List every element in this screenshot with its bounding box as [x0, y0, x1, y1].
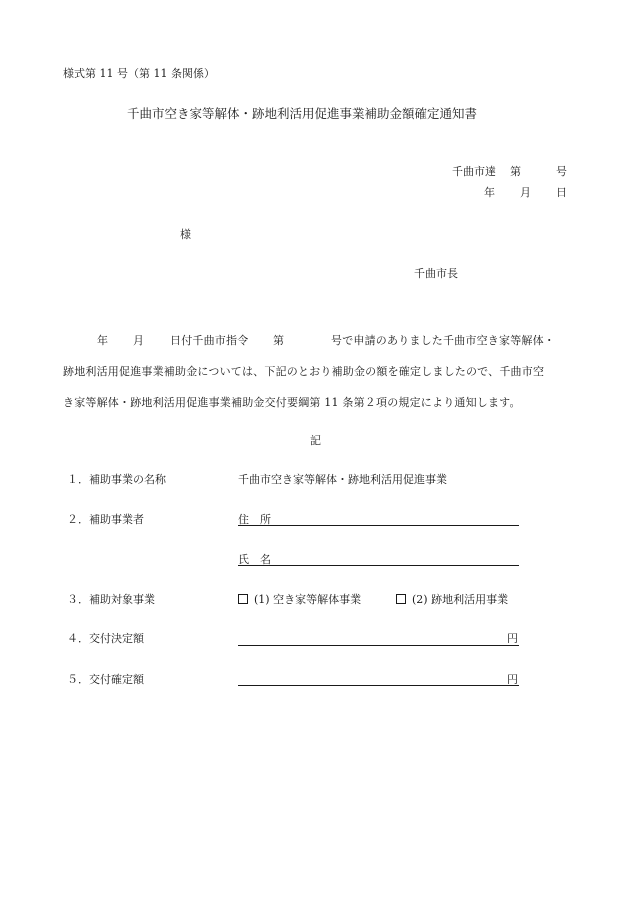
body-day-ref: 日付千曲市指令	[170, 334, 249, 347]
form-number: 様式第 11 号（第 11 条関係）	[63, 67, 215, 80]
item5-unit: 円	[507, 673, 518, 686]
body-year: 年	[97, 334, 109, 347]
body-line2: 跡地利活用促進事業補助金については、下記のとおり補助金の額を確定しましたので、千曲市空	[63, 365, 545, 378]
decided-amount-field[interactable]	[238, 645, 519, 646]
issue-number-prefix: 千曲市達	[452, 165, 496, 178]
issue-number-go: 号	[556, 165, 567, 178]
issue-number-dai: 第	[510, 165, 521, 178]
address-field[interactable]	[238, 525, 519, 526]
option-land-reuse[interactable]	[396, 594, 508, 605]
option-demolition[interactable]	[238, 594, 361, 605]
body-month: 月	[133, 334, 145, 347]
item4-unit: 円	[507, 632, 518, 645]
demolition-checkbox[interactable]	[238, 594, 248, 604]
body-line1-rest: 号で申請のありました千曲市空き家等解体・	[331, 334, 555, 347]
item1-label: １．補助事業の名称	[67, 473, 166, 486]
ki-heading: 記	[310, 434, 321, 447]
option-demolition-label: (1) 空き家等解体事業	[254, 593, 362, 606]
address-label: 住 所	[238, 513, 271, 526]
date-year: 年	[484, 186, 495, 199]
confirmed-amount-field[interactable]	[238, 685, 519, 686]
name-label: 氏 名	[238, 553, 271, 566]
item3-label: ３．補助対象事業	[67, 593, 155, 606]
sender: 千曲市長	[414, 267, 458, 280]
item1-value: 千曲市空き家等解体・跡地利活用促進事業	[238, 473, 447, 486]
body-dai: 第	[273, 334, 285, 347]
item5-label: ５．交付確定額	[67, 673, 144, 686]
item4-label: ４．交付決定額	[67, 632, 144, 645]
name-field[interactable]	[238, 565, 519, 566]
addressee-honorific: 様	[180, 228, 191, 241]
land-reuse-checkbox[interactable]	[396, 594, 406, 604]
item2-label: ２．補助事業者	[67, 513, 144, 526]
date-month: 月	[520, 186, 531, 199]
document-title: 千曲市空き家等解体・跡地利活用促進事業補助金額確定通知書	[127, 106, 478, 121]
option-land-reuse-label: (2) 跡地利活用事業	[412, 593, 509, 606]
date-day: 日	[556, 186, 567, 199]
body-line3: き家等解体・跡地利活用促進事業補助金交付要綱第 11 条第２項の規定により通知します。	[63, 396, 521, 409]
